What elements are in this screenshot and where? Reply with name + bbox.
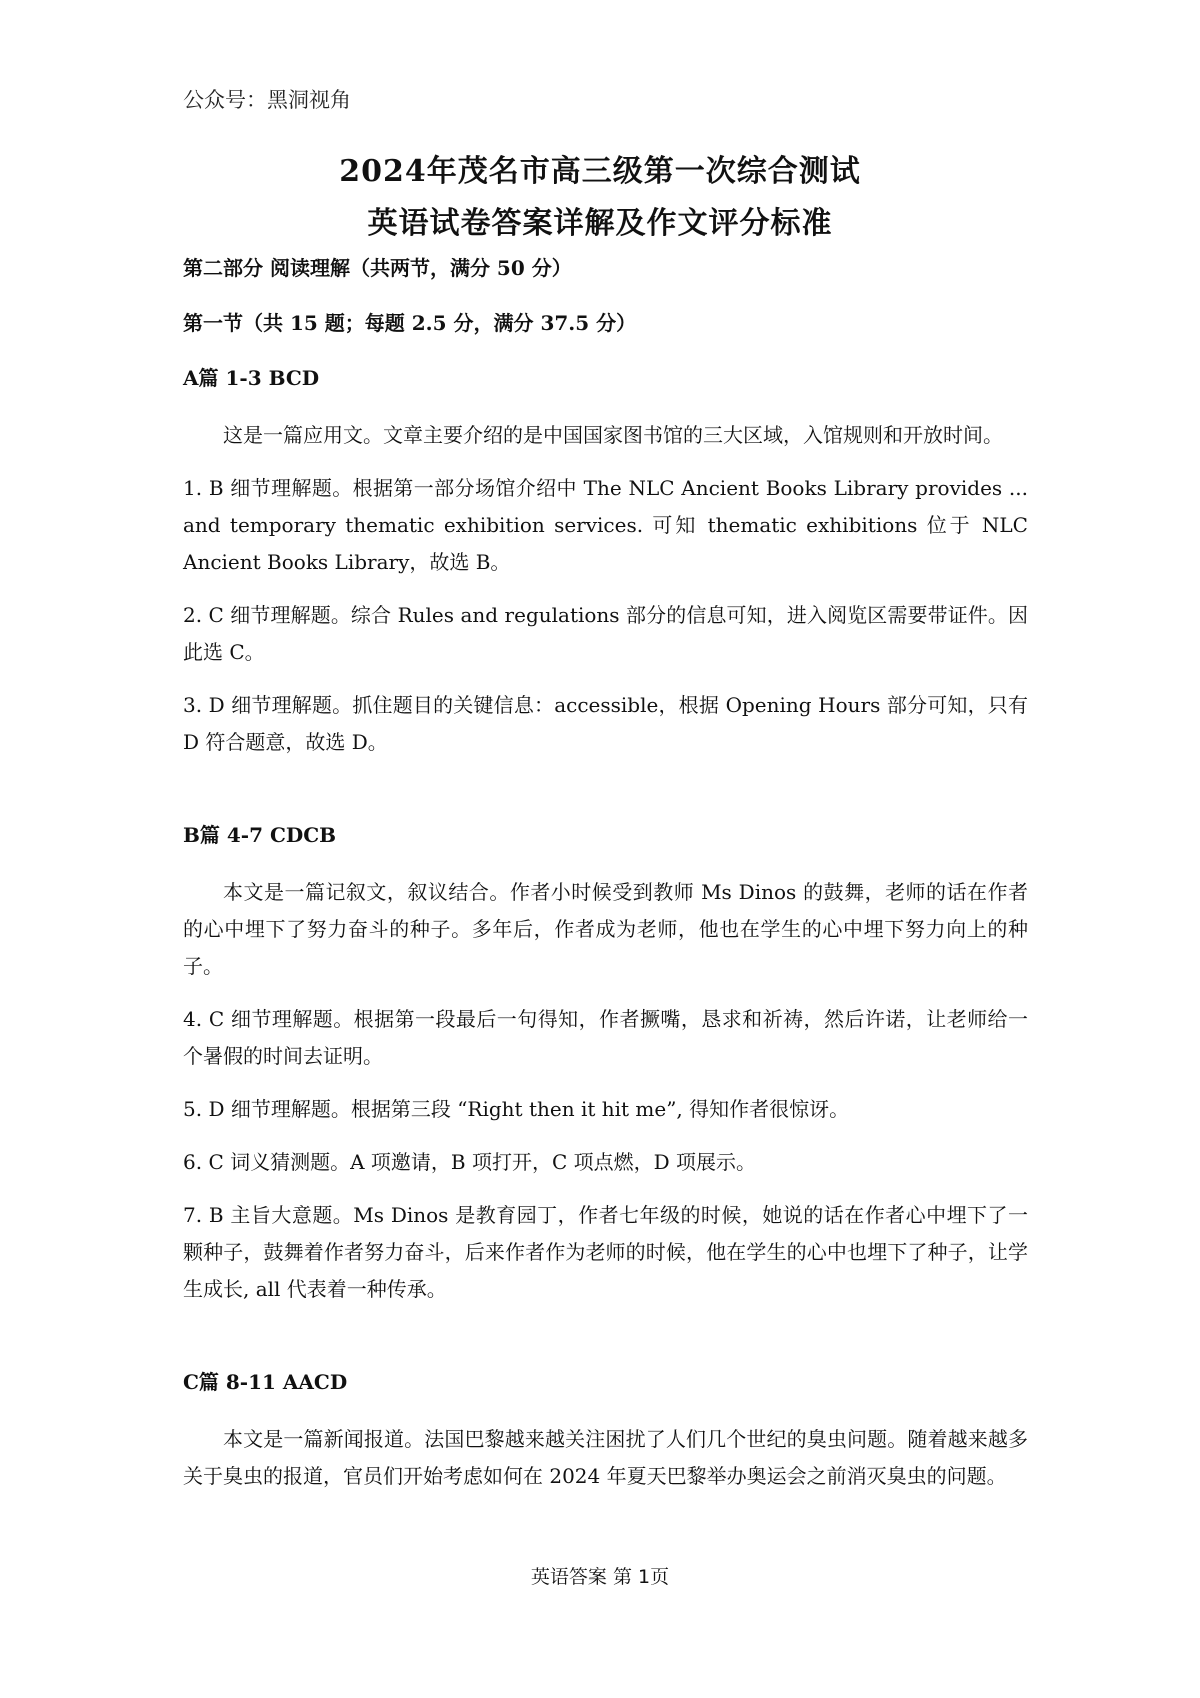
section-heading: 第一节（共 15 题；每题 2.5 分，满分 37.5 分） bbox=[183, 311, 637, 335]
answer-item: 4. C 细节理解题。根据第一段最后一句得知，作者撅嘴，恳求和祈祷，然后许诺，让老师给一个暑假的时间去证明。 bbox=[183, 1007, 1028, 1068]
passage-b-summary: 本文是一篇记叙文，叙议结合。作者小时候受到教师 Ms Dinos 的鼓舞，老师的话在作者的心中埋下了努力奋斗的种子。多年后，作者成为老师，他也在学生的心中埋下努力向上的种子。 bbox=[183, 880, 1028, 978]
passage-b-heading: B篇 4-7 CDCB bbox=[183, 823, 337, 847]
passage-c-heading: C篇 8-11 AACD bbox=[183, 1370, 348, 1394]
answer-item: 6. C 词义猜测题。A 项邀请，B 项打开，C 项点燃，D 项展示。 bbox=[183, 1150, 757, 1174]
passage-a-heading: A篇 1-3 BCD bbox=[183, 366, 320, 390]
answer-item: 2. C 细节理解题。综合 Rules and regulations 部分的信息可知，进入阅览区需要带证件。因此选 C。 bbox=[183, 603, 1028, 664]
answer-content bbox=[183, 252, 1028, 1511]
answer-item: 3. D 细节理解题。抓住题目的关键信息：accessible，根据 Opening Hours 部分可知，只有 D 符合题意，故选 D。 bbox=[183, 693, 1028, 754]
document-subtitle: 英语试卷答案详解及作文评分标准 bbox=[367, 206, 833, 241]
answer-item: 7. B 主旨大意题。Ms Dinos 是教育园丁，作者七年级的时候，她说的话在作者心中埋下了一颗种子，鼓舞着作者努力奋斗，后来作者作为老师的时候，他在学生的心中也埋下了种子，让学生成长, all 代表着一种传承。 bbox=[183, 1203, 1028, 1301]
passage-a-summary: 这是一篇应用文。文章主要介绍的是中国国家图书馆的三大区域，入馆规则和开放时间。 bbox=[223, 423, 1003, 447]
part-heading: 第二部分 阅读理解（共两节，满分 50 分） bbox=[183, 256, 572, 280]
document-title: 2024年茂名市高三级第一次综合测试 bbox=[339, 154, 861, 189]
answer-item: 1. B 细节理解题。根据第一部分场馆介绍中 The NLC Ancient Books Library provides ... and temporary thematic exhibition services. 可知 thematic exhibitions 位于 NLC Ancient Books Library，故选 B。 bbox=[183, 476, 1028, 574]
answer-item: 5. D 细节理解题。根据第三段 “Right then it hit me”, 得知作者很惊讶。 bbox=[183, 1097, 850, 1121]
page-footer: 英语答案 第 1页 bbox=[530, 1566, 670, 1588]
passage-c-summary: 本文是一篇新闻报道。法国巴黎越来越关注困扰了人们几个世纪的臭虫问题。随着越来越多关于臭虫的报道，官员们开始考虑如何在 2024 年夏天巴黎举办奥运会之前消灭臭虫的问题。 bbox=[183, 1427, 1028, 1488]
header-note: 公众号：黑洞视角 bbox=[183, 88, 351, 112]
